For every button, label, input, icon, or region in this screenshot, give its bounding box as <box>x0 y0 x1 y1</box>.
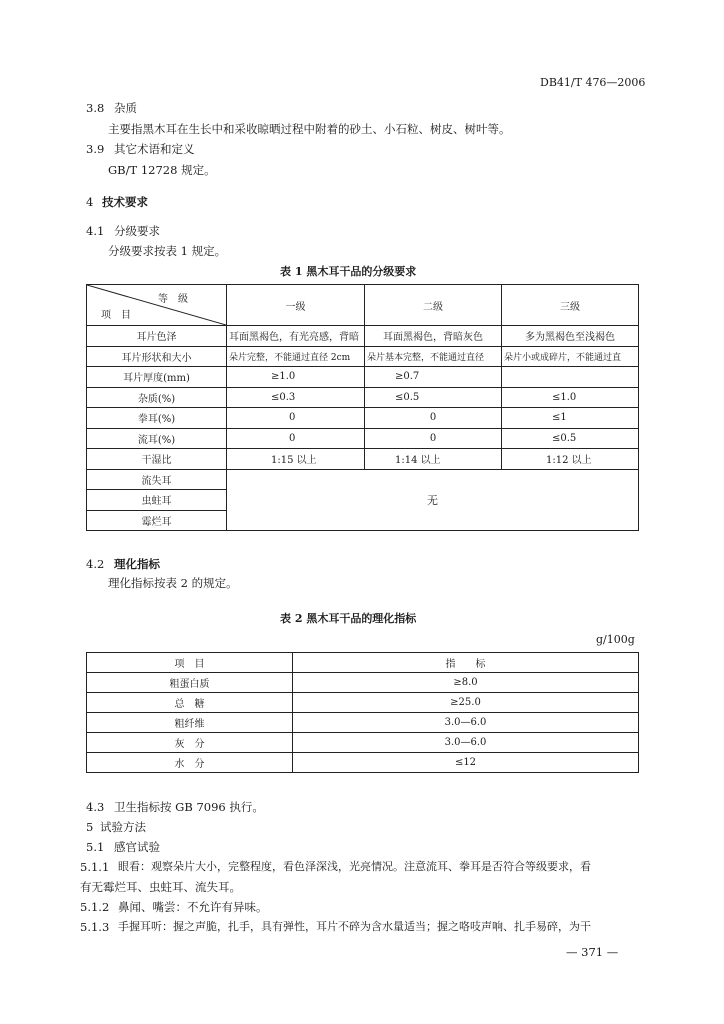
section-3-9-body: GB/T 12728 规定。 <box>108 163 216 177</box>
physicochemical-table <box>86 652 639 773</box>
cell: 耳面黑褐色，背暗灰色 <box>365 326 502 347</box>
section-5-1-title: 感官试验 <box>114 840 160 854</box>
row-item: 水 分 <box>87 753 293 773</box>
section-5-1-2-number: 5.1.2 <box>80 900 110 914</box>
table-1-corner-cell <box>87 285 227 326</box>
table-row <box>87 428 639 449</box>
section-4-1-title: 分级要求 <box>114 224 160 238</box>
row-item: 耳片形状和大小 <box>87 346 227 367</box>
table-row <box>87 753 639 773</box>
col-header-grade-1: 一级 <box>227 285 365 326</box>
table-1-caption: 表 1 黑木耳干品的分级要求 <box>280 265 417 278</box>
cell: 0 <box>365 408 502 429</box>
page-number: — 371 — <box>566 945 619 959</box>
cell: 1:14 以上 <box>365 449 502 470</box>
table-row <box>87 326 639 347</box>
cell <box>502 367 639 388</box>
table-row <box>87 408 639 429</box>
row-item: 灰 分 <box>87 733 293 753</box>
section-4-title: 技术要求 <box>102 195 148 209</box>
section-5-1-1-number: 5.1.1 <box>80 860 110 874</box>
table-row <box>87 449 639 470</box>
section-5-1-3-number: 5.1.3 <box>80 920 110 934</box>
col-header-item: 项 目 <box>87 653 293 673</box>
cell: 0 <box>227 408 365 429</box>
row-item: 粗蛋白质 <box>87 673 293 693</box>
section-5-1-1-line-1: 眼看：观察朵片大小，完整程度，看色泽深浅，光亮情况。注意流耳、拳耳是否符合等级要求，看 <box>118 860 591 873</box>
table-row <box>87 346 639 367</box>
row-value: 3.0—6.0 <box>293 713 639 733</box>
row-item: 流耳(%) <box>87 428 227 449</box>
section-3-8-number: 3.8 <box>86 101 105 115</box>
table-row <box>87 469 639 490</box>
cell: 1:12 以上 <box>502 449 639 470</box>
section-5-1-number: 5.1 <box>86 840 105 854</box>
col-header-value: 指 标 <box>293 653 639 673</box>
col-header-grade-2: 二级 <box>365 285 502 326</box>
section-5-title: 试验方法 <box>100 820 146 834</box>
table-row <box>87 367 639 388</box>
row-item: 流失耳 <box>87 469 227 490</box>
section-4-2-body: 理化指标按表 2 的规定。 <box>108 576 238 590</box>
cell: ≤0.5 <box>502 428 639 449</box>
row-item: 干湿比 <box>87 449 227 470</box>
section-5-1-3-text: 手握耳听：握之声脆，扎手，具有弹性，耳片不碎为含水量适当；握之咯吱声响、扎手易碎，为干 <box>118 920 591 933</box>
row-item: 耳片色泽 <box>87 326 227 347</box>
section-3-9-title: 其它术语和定义 <box>114 142 195 156</box>
section-5-number: 5 <box>86 820 94 834</box>
row-item: 耳片厚度(mm) <box>87 367 227 388</box>
section-4-3-number: 4.3 <box>86 800 105 814</box>
cell: 朵片小或成碎片，不能通过直 <box>502 346 639 367</box>
row-value: ≥8.0 <box>293 673 639 693</box>
cell: 0 <box>365 428 502 449</box>
row-item: 拳耳(%) <box>87 408 227 429</box>
cell: 0 <box>227 428 365 449</box>
section-4-1-body: 分级要求按表 1 规定。 <box>108 244 227 258</box>
row-item: 霉烂耳 <box>87 510 227 531</box>
section-3-8-body: 主要指黑木耳在生长中和采收晾晒过程中附着的砂土、小石粒、树皮、树叶等。 <box>108 122 511 136</box>
cell: ≤1.0 <box>502 387 639 408</box>
cell: ≤0.5 <box>365 387 502 408</box>
standard-number: DB41/T 476—2006 <box>540 76 646 89</box>
cell: 耳面黑褐色，有光亮感，背暗 <box>227 326 365 347</box>
col-header-grade-3: 三级 <box>502 285 639 326</box>
section-4-2-number: 4.2 <box>86 557 105 571</box>
cell: 1:15 以上 <box>227 449 365 470</box>
row-value: 3.0—6.0 <box>293 733 639 753</box>
row-item: 虫蛀耳 <box>87 490 227 511</box>
table-2-caption: 表 2 黑木耳干品的理化指标 <box>280 612 417 625</box>
section-4-number: 4 <box>86 195 94 209</box>
row-value: ≥25.0 <box>293 693 639 713</box>
merged-value-cell: 无 <box>227 469 639 531</box>
table-row <box>87 713 639 733</box>
cell: ≥0.7 <box>365 367 502 388</box>
cell: ≤0.3 <box>227 387 365 408</box>
section-4-3-text: 卫生指标按 GB 7096 执行。 <box>114 800 264 814</box>
cell: 多为黑褐色至浅褐色 <box>502 326 639 347</box>
section-3-9-number: 3.9 <box>86 142 105 156</box>
section-3-8-title: 杂质 <box>114 101 137 115</box>
table-row <box>87 693 639 713</box>
cell: ≤1 <box>502 408 639 429</box>
corner-item-label: 项 目 <box>101 310 131 321</box>
row-item: 杂质(%) <box>87 387 227 408</box>
table-row <box>87 673 639 693</box>
section-4-2-title: 理化指标 <box>114 557 160 571</box>
cell: 朵片完整，不能通过直径 2cm <box>227 346 365 367</box>
row-value: ≤12 <box>293 753 639 773</box>
corner-grade-label: 等 级 <box>158 294 188 305</box>
cell: ≥1.0 <box>227 367 365 388</box>
grading-table <box>86 284 639 531</box>
row-item: 粗纤维 <box>87 713 293 733</box>
table-2-unit: g/100g <box>596 633 635 646</box>
section-5-1-1-line-2: 有无霉烂耳、虫蛀耳、流失耳。 <box>80 880 241 894</box>
row-item: 总 糖 <box>87 693 293 713</box>
table-row <box>87 733 639 753</box>
section-4-1-number: 4.1 <box>86 224 105 238</box>
table-row <box>87 387 639 408</box>
cell: 朵片基本完整，不能通过直径 <box>365 346 502 367</box>
section-5-1-2-text: 鼻闻、嘴尝：不允许有异味。 <box>118 900 268 914</box>
